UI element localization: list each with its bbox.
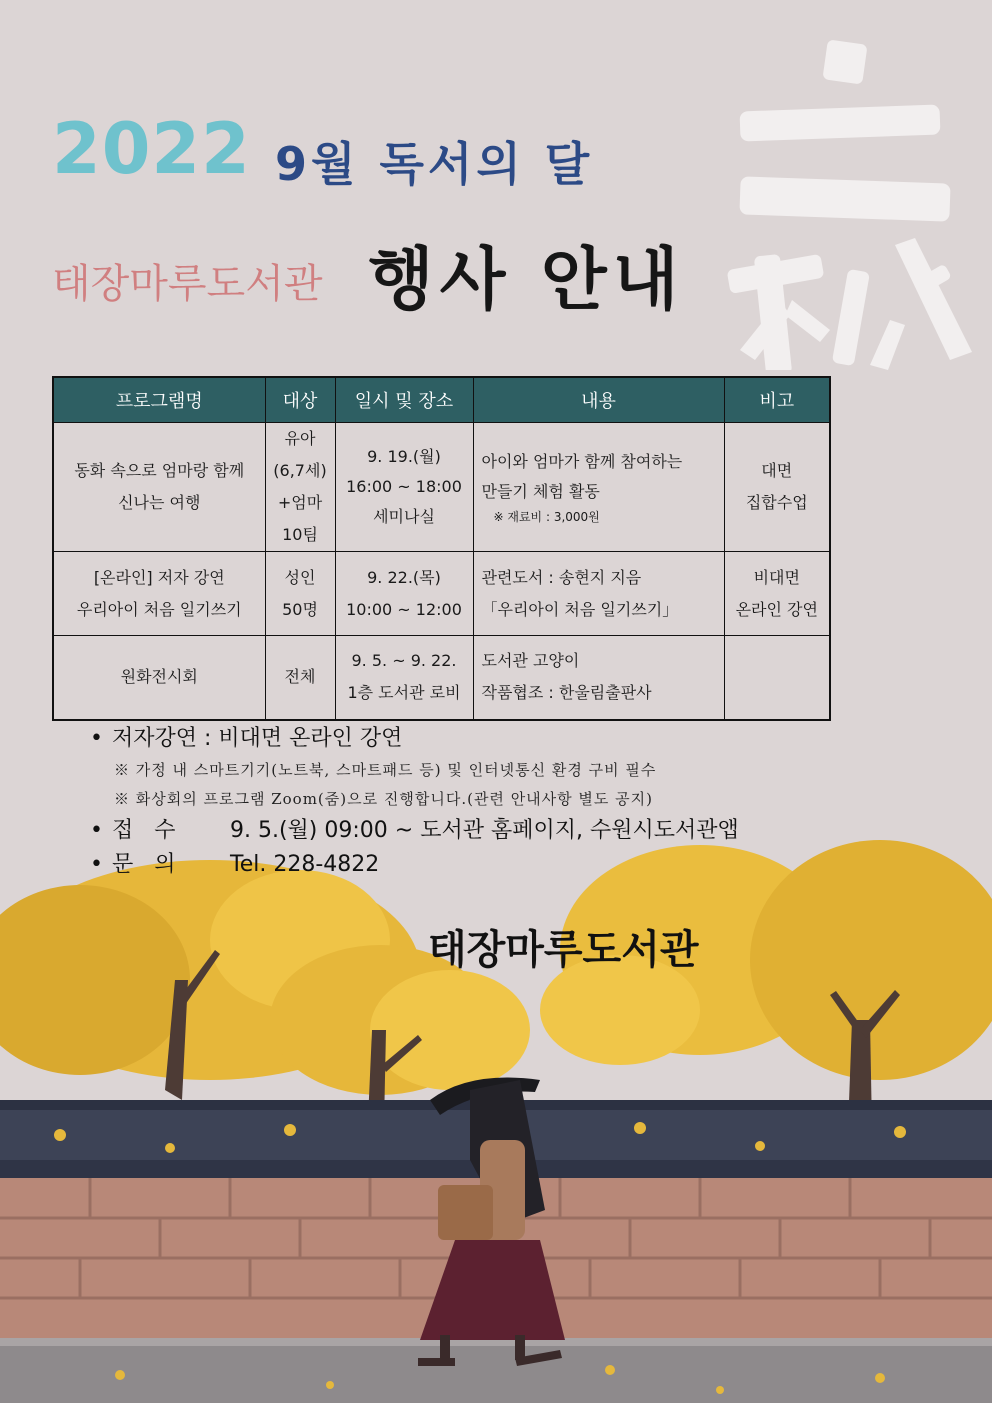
cell-program: [온라인] 저자 강연 우리아이 처음 일기쓰기: [53, 552, 265, 636]
month-title: 9월 독서의 달: [275, 137, 594, 191]
header-datetime: 일시 및 장소: [335, 377, 473, 423]
table-row: [53, 552, 830, 636]
library-subtitle: 태장마루도서관: [52, 261, 323, 307]
header-remark: 비고: [724, 377, 830, 423]
footer-library-name: 태장마루도서관: [428, 927, 699, 973]
table-header-row: [53, 377, 830, 423]
lecture-note: ※ 화상회의 프로그램 Zoom(줌)으로 진행합니다.(관련 안내사항 별도 공지): [114, 790, 654, 808]
cell-remark: [724, 636, 830, 720]
cell-content: 아이와 엄마가 함께 참여하는 만들기 체험 활동 ※ 재료비 : 3,000원: [473, 423, 724, 552]
lecture-info: • 저자강연 : 비대면 온라인 강연: [90, 726, 403, 751]
reception-info: • 접 수 9. 5.(월) 09:00 ~ 도서관 홈페이지, 수원시도서관앱: [90, 818, 739, 843]
autumn-calligraphy-icon: [720, 30, 980, 370]
cell-content: 관련도서 : 송현지 지음 「우리아이 처음 일기쓰기」: [473, 552, 724, 636]
table-row: [53, 636, 830, 720]
autumn-scene-illustration: [0, 830, 992, 1403]
cell-datetime: 9. 19.(월) 16:00 ~ 18:00 세미나실: [335, 423, 473, 552]
header-target: 대상: [265, 377, 335, 423]
ginkgo-tree-icon: [540, 840, 992, 1130]
table-row: [53, 423, 830, 552]
cell-program: 동화 속으로 엄마랑 함께 신나는 여행: [53, 423, 265, 552]
cell-remark: 대면 집합수업: [724, 423, 830, 552]
cell-program: 원화전시회: [53, 636, 265, 720]
info-section: [90, 722, 739, 882]
lecture-note: ※ 가정 내 스마트기기(노트북, 스마트패드 등) 및 인터넷통신 환경 구비 필수: [114, 761, 657, 779]
cell-datetime: 9. 5. ~ 9. 22. 1층 도서관 로비: [335, 636, 473, 720]
cell-datetime: 9. 22.(목) 10:00 ~ 12:00: [335, 552, 473, 636]
inquiry-info: • 문 의 Tel. 228-4822: [90, 852, 380, 877]
header-program: 프로그램명: [53, 377, 265, 423]
event-title: 행사 안내: [368, 241, 685, 320]
cell-remark: 비대면 온라인 강연: [724, 552, 830, 636]
cell-target: 전체: [265, 636, 335, 720]
cell-target: 유아 (6,7세) +엄마 10팀: [265, 423, 335, 552]
year-title: 2022: [52, 108, 251, 190]
events-table: [52, 376, 831, 721]
cell-content: 도서관 고양이 작품협조 : 한울림출판사: [473, 636, 724, 720]
header-content: 내용: [473, 377, 724, 423]
cell-target: 성인 50명: [265, 552, 335, 636]
